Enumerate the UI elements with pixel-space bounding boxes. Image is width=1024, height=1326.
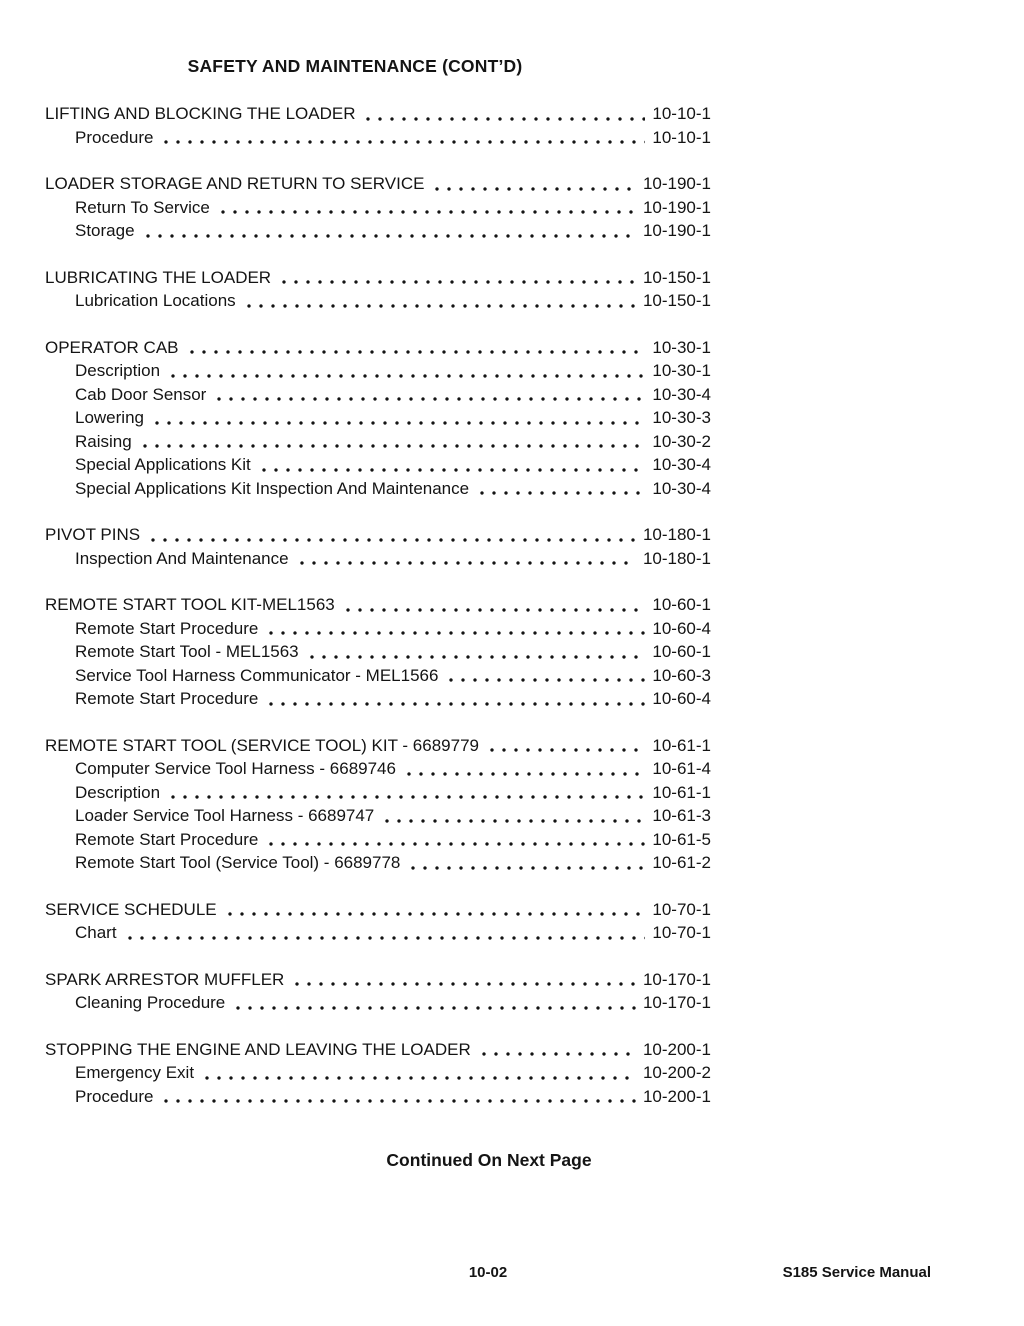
toc-subentry	[45, 1085, 711, 1109]
dot-leader	[258, 468, 646, 472]
dot-leader	[476, 491, 645, 495]
toc-subentry-page-number: 10-30-2	[652, 431, 711, 451]
toc-subentry	[45, 781, 711, 805]
dot-leader	[160, 1099, 636, 1103]
toc-entry	[45, 266, 711, 290]
toc-entry-page-number: 10-70-1	[652, 899, 711, 919]
toc-entry-page-number: 10-190-1	[642, 174, 711, 193]
toc-subentry-label: Service Tool Harness Communicator - MEL1566	[75, 665, 439, 685]
toc-subentry-label: Description	[75, 361, 161, 380]
toc-subentry-page-number: 10-30-4	[652, 455, 711, 474]
toc-entry-page-number: 10-60-1	[652, 595, 711, 614]
toc-subentry	[45, 219, 711, 243]
toc-subentry	[45, 804, 711, 828]
toc-subentry-label: Remote Start Tool (Service Tool) - 6689778	[75, 853, 401, 872]
toc-entry	[45, 968, 711, 992]
toc-section	[45, 898, 711, 945]
dot-leader	[224, 912, 646, 916]
toc-subentry-page-number: 10-60-3	[652, 665, 711, 685]
toc-subentry-page-number: 10-200-2	[642, 1063, 711, 1082]
toc-subentry	[45, 289, 711, 313]
toc-entry	[45, 734, 711, 758]
toc	[45, 102, 711, 1131]
dot-leader	[243, 304, 636, 308]
toc-subentry	[45, 640, 711, 664]
toc-subentry-page-number: 10-150-1	[642, 291, 711, 310]
toc-subentry-page-number: 10-190-1	[642, 221, 711, 240]
toc-subentry-label: Computer Service Tool Harness - 6689746	[75, 759, 396, 778]
page-title: SAFETY AND MAINTENANCE (CONT’D)	[187, 56, 523, 76]
toc-subentry-page-number: 10-170-1	[642, 993, 711, 1012]
toc-entry-page-number: 10-61-1	[652, 735, 711, 755]
toc-entry	[45, 898, 711, 922]
toc-subentry	[45, 406, 711, 430]
toc-subentry-label: Emergency Exit	[75, 1063, 195, 1082]
toc-section	[45, 523, 711, 570]
toc-entry-label: SERVICE SCHEDULE	[45, 899, 217, 919]
toc-subentry-page-number: 10-30-4	[652, 478, 711, 498]
dot-leader	[431, 187, 635, 191]
toc-section	[45, 593, 711, 711]
footer-page-number: 10-02	[468, 1264, 508, 1281]
toc-subentry-label: Special Applications Kit Inspection And Maintenance	[75, 478, 470, 498]
toc-subentry-label: Lubrication Locations	[75, 291, 236, 310]
dot-leader	[167, 374, 645, 378]
toc-subentry-page-number: 10-60-4	[652, 689, 711, 708]
dot-leader	[291, 982, 636, 986]
toc-subentry-page-number: 10-61-3	[652, 806, 711, 825]
toc-subentry	[45, 359, 711, 383]
toc-entry	[45, 593, 711, 617]
toc-subentry-page-number: 10-30-3	[652, 408, 711, 427]
toc-subentry-label: Inspection And Maintenance	[75, 548, 289, 568]
toc-entry-label: REMOTE START TOOL (SERVICE TOOL) KIT - 6689779	[45, 735, 479, 755]
toc-entry	[45, 102, 711, 126]
toc-subentry-page-number: 10-200-1	[642, 1086, 711, 1106]
toc-subentry-page-number: 10-60-4	[652, 618, 711, 638]
toc-entry-label: OPERATOR CAB	[45, 337, 179, 357]
toc-subentry-label: Remote Start Procedure	[75, 829, 259, 849]
toc-subentry-label: Description	[75, 782, 161, 802]
toc-subentry-label: Cab Door Sensor	[75, 384, 207, 404]
toc-subentry-label: Lowering	[75, 408, 144, 427]
toc-entry	[45, 523, 711, 547]
toc-section	[45, 336, 711, 501]
toc-subentry-label: Chart	[75, 923, 117, 942]
dot-leader	[142, 234, 636, 238]
toc-subentry	[45, 383, 711, 407]
toc-entry-label: LIFTING AND BLOCKING THE LOADER	[45, 104, 356, 123]
dot-leader	[139, 444, 646, 448]
toc-subentry	[45, 477, 711, 501]
toc-entry-page-number: 10-150-1	[642, 267, 711, 287]
toc-subentry	[45, 991, 711, 1015]
dot-leader	[124, 936, 646, 940]
toc-subentry-page-number: 10-180-1	[642, 548, 711, 568]
footer-manual-title: S185 Service Manual	[782, 1264, 931, 1281]
dot-leader	[342, 608, 646, 612]
toc-subentry-label: Remote Start Procedure	[75, 689, 259, 708]
toc-subentry	[45, 1061, 711, 1085]
toc-entry	[45, 336, 711, 360]
toc-subentry-label: Raising	[75, 431, 132, 451]
toc-section	[45, 968, 711, 1015]
toc-subentry-page-number: 10-10-1	[652, 127, 711, 147]
toc-subentry-page-number: 10-30-4	[652, 384, 711, 404]
toc-section	[45, 734, 711, 875]
toc-subentry-page-number: 10-61-4	[652, 759, 711, 778]
dot-leader	[306, 655, 646, 659]
toc-subentry	[45, 757, 711, 781]
toc-subentry-label: Remote Start Procedure	[75, 618, 259, 638]
toc-subentry-label: Remote Start Tool - MEL1563	[75, 642, 299, 661]
toc-entry-page-number: 10-200-1	[642, 1039, 711, 1059]
toc-subentry-label: Procedure	[75, 1086, 154, 1106]
dot-leader	[265, 842, 645, 846]
toc-subentry	[45, 664, 711, 688]
toc-section	[45, 102, 711, 149]
continued-on-next-page-note: Continued On Next Page	[386, 1150, 592, 1170]
toc-subentry	[45, 453, 711, 477]
dot-leader	[265, 702, 645, 706]
dot-leader	[278, 280, 636, 284]
toc-subentry-page-number: 10-30-1	[652, 361, 711, 380]
toc-entry-page-number: 10-30-1	[652, 337, 711, 357]
toc-section	[45, 1038, 711, 1109]
dot-leader	[381, 819, 645, 823]
toc-subentry	[45, 126, 711, 150]
toc-subentry	[45, 921, 711, 945]
toc-subentry-page-number: 10-61-5	[652, 829, 711, 849]
toc-subentry	[45, 430, 711, 454]
toc-subentry-page-number: 10-61-2	[652, 853, 711, 872]
toc-subentry-label: Procedure	[75, 127, 154, 147]
toc-entry-label: REMOTE START TOOL KIT-MEL1563	[45, 595, 335, 614]
toc-entry-label: LUBRICATING THE LOADER	[45, 267, 272, 287]
dot-leader	[478, 1052, 636, 1056]
dot-leader	[407, 866, 645, 870]
toc-entry-page-number: 10-170-1	[642, 969, 711, 989]
toc-subentry	[45, 687, 711, 711]
dot-leader	[147, 538, 636, 542]
dot-leader	[445, 678, 645, 682]
dot-leader	[362, 117, 645, 121]
toc-entry-label: SPARK ARRESTOR MUFFLER	[45, 969, 285, 989]
toc-entry	[45, 172, 711, 196]
dot-leader	[232, 1006, 636, 1010]
dot-leader	[160, 140, 645, 144]
toc-subentry-label: Return To Service	[75, 197, 210, 217]
toc-entry	[45, 1038, 711, 1062]
toc-subentry	[45, 617, 711, 641]
toc-subentry-page-number: 10-61-1	[652, 782, 711, 802]
dot-leader	[296, 561, 636, 565]
toc-subentry-label: Special Applications Kit	[75, 455, 251, 474]
toc-subentry-page-number: 10-190-1	[642, 197, 711, 217]
toc-subentry	[45, 828, 711, 852]
toc-entry-page-number: 10-10-1	[652, 104, 711, 123]
toc-subentry-label: Storage	[75, 221, 135, 240]
toc-entry-page-number: 10-180-1	[642, 525, 711, 544]
dot-leader	[265, 631, 645, 635]
toc-subentry-label: Loader Service Tool Harness - 6689747	[75, 806, 375, 825]
dot-leader	[167, 795, 645, 799]
toc-section	[45, 266, 711, 313]
dot-leader	[186, 350, 646, 354]
toc-subentry	[45, 851, 711, 875]
toc-subentry-page-number: 10-70-1	[652, 923, 711, 942]
dot-leader	[201, 1076, 636, 1080]
toc-entry-label: PIVOT PINS	[45, 525, 141, 544]
dot-leader	[403, 772, 645, 776]
toc-subentry	[45, 547, 711, 571]
dot-leader	[217, 210, 636, 214]
dot-leader	[486, 748, 645, 752]
toc-entry-label: STOPPING THE ENGINE AND LEAVING THE LOADER	[45, 1039, 471, 1059]
toc-section	[45, 172, 711, 243]
toc-entry-label: LOADER STORAGE AND RETURN TO SERVICE	[45, 174, 425, 193]
toc-subentry-page-number: 10-60-1	[652, 642, 711, 661]
toc-subentry-label: Cleaning Procedure	[75, 993, 226, 1012]
dot-leader	[213, 397, 645, 401]
toc-subentry	[45, 196, 711, 220]
dot-leader	[151, 421, 645, 425]
